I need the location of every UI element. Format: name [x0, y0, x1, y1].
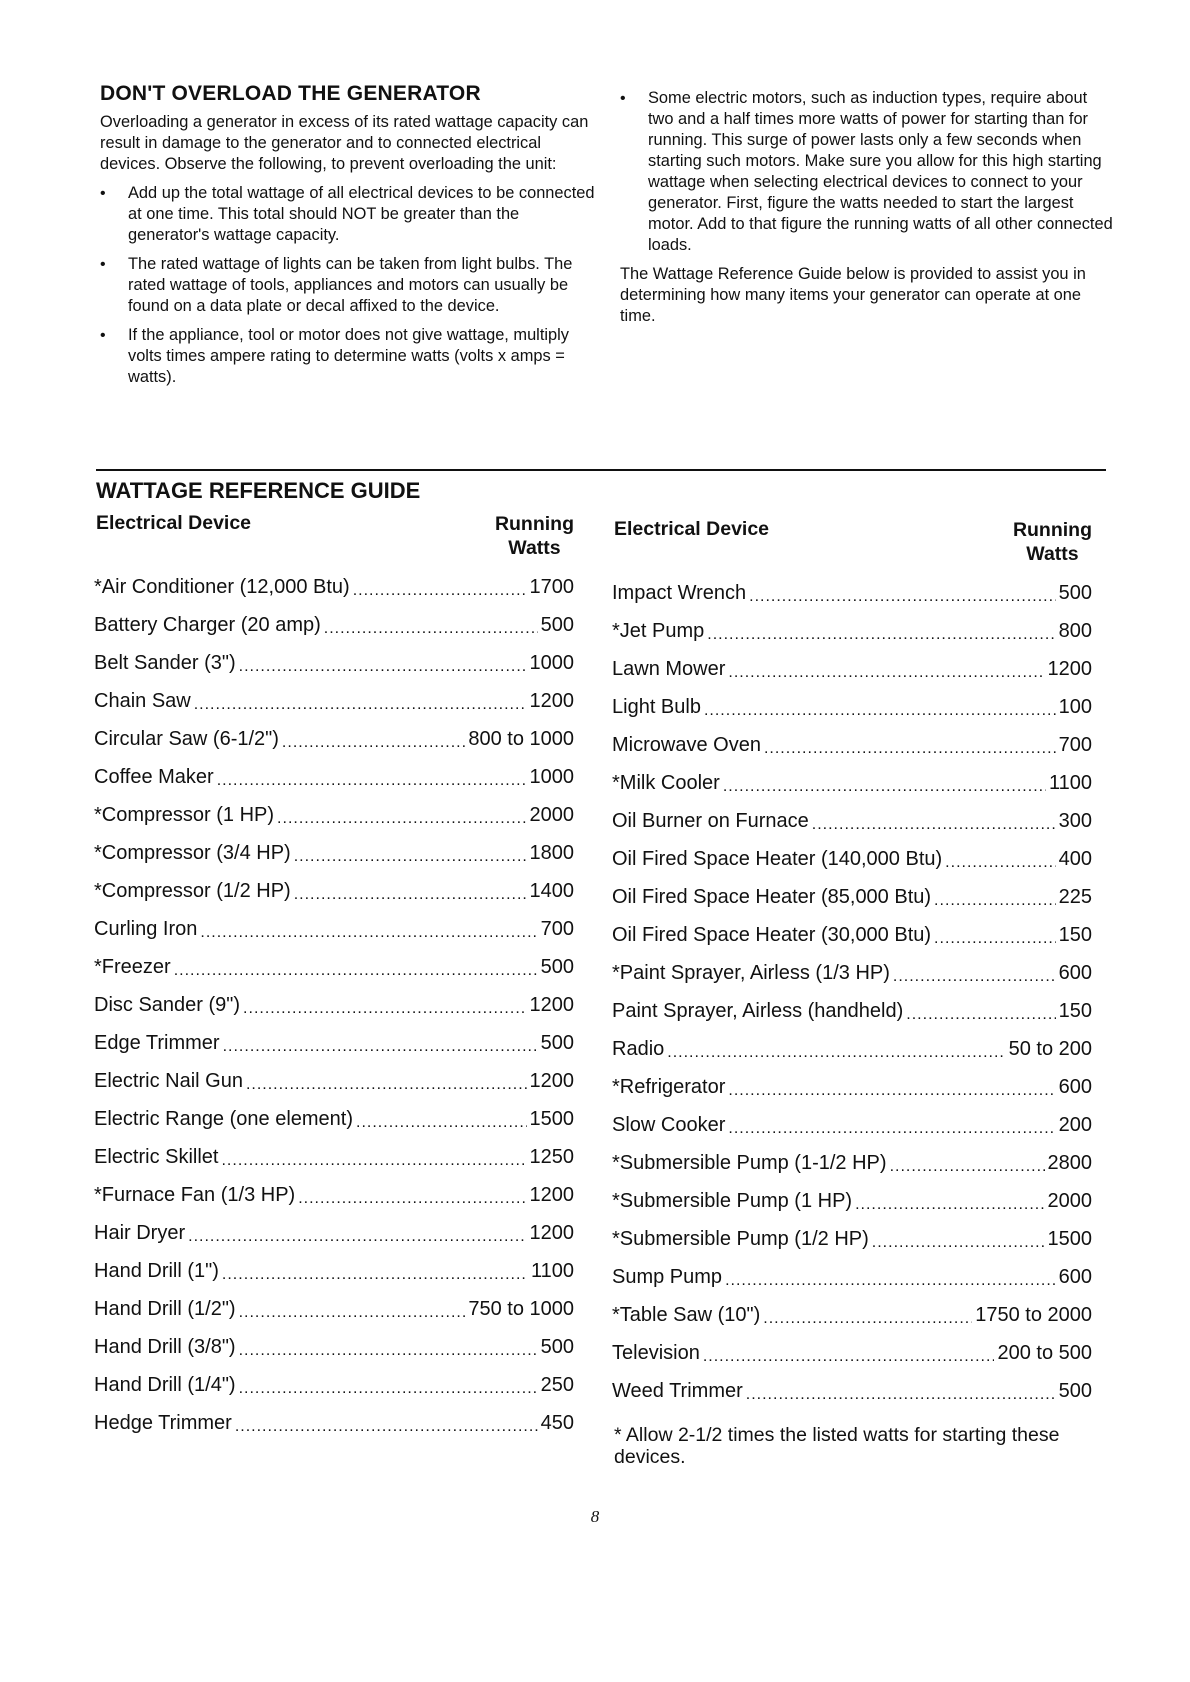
dot-leader: [356, 1110, 526, 1130]
device-name: *Refrigerator: [612, 1076, 726, 1098]
running-watts-value: 750 to 1000: [468, 1298, 574, 1320]
dot-leader: [934, 888, 1056, 908]
guide-note: The Wattage Reference Guide below is provided to assist you in determining how many items your generator can operate at one time.: [620, 265, 1086, 325]
table-row: [612, 1114, 1092, 1152]
running-watts-value: 450: [540, 1412, 574, 1434]
dot-leader: [906, 1002, 1055, 1022]
table-row: [94, 1108, 574, 1146]
device-name: Battery Charger (20 amp): [94, 614, 321, 636]
device-name: Paint Sprayer, Airless (handheld): [612, 1000, 904, 1022]
running-watts-value: 700: [1058, 734, 1092, 756]
running-watts-value: 200: [1058, 1114, 1092, 1136]
running-watts-value: 200 to 500: [997, 1342, 1092, 1364]
running-watts-value: 100: [1058, 696, 1092, 718]
table-row: [94, 1070, 574, 1108]
table-row: [94, 652, 574, 690]
wattage-table-left: [94, 512, 574, 1450]
table-row: [94, 804, 574, 842]
table-row: [612, 734, 1092, 772]
dot-leader: [221, 1148, 526, 1168]
dot-leader: [945, 850, 1055, 870]
table-row: [612, 886, 1092, 924]
device-name: *Furnace Fan (1/3 HP): [94, 1184, 296, 1206]
dot-leader: [282, 730, 465, 750]
device-name: *Compressor (1/2 HP): [94, 880, 291, 902]
device-name: Impact Wrench: [612, 582, 747, 604]
table-row: [612, 1000, 1092, 1038]
running-watts-value: 1700: [529, 576, 574, 598]
table-row: [612, 620, 1092, 658]
running-watts-value: 2000: [1047, 1190, 1092, 1212]
dot-leader: [934, 926, 1056, 946]
overload-bullet: • The rated wattage of lights can be taken from light bulbs. The rated wattage of tools, appliances and motors can usually be found on a data plate or decal affixed to the device.: [100, 254, 595, 317]
device-name: Hand Drill (1/2"): [94, 1298, 236, 1320]
running-watts-value: 2000: [529, 804, 574, 826]
table-rows-left: [94, 576, 574, 1450]
running-watts-value: 800: [1058, 620, 1092, 642]
device-name: Microwave Oven: [612, 734, 761, 756]
dot-leader: [217, 768, 527, 788]
dot-leader: [298, 1186, 526, 1206]
dot-leader: [188, 1224, 526, 1244]
device-name: Belt Sander (3"): [94, 652, 236, 674]
table-row: [94, 728, 574, 766]
running-watts-value: 1200: [529, 1070, 574, 1092]
running-watts-value: 250: [540, 1374, 574, 1396]
dot-leader: [855, 1192, 1044, 1212]
running-watts-value: 150: [1058, 1000, 1092, 1022]
running-watts-value: 500: [540, 614, 574, 636]
device-name: *Submersible Pump (1 HP): [612, 1190, 853, 1212]
column-header-device: Electrical Device: [614, 518, 770, 540]
running-watts-value: 1200: [529, 1184, 574, 1206]
running-watts-value: 500: [1058, 582, 1092, 604]
dot-leader: [324, 616, 538, 636]
device-name: Hand Drill (3/8"): [94, 1336, 236, 1358]
table-row: [94, 1146, 574, 1184]
running-watts-value: 1200: [529, 1222, 574, 1244]
table-row: [94, 690, 574, 728]
running-watts-value: 2800: [1047, 1152, 1092, 1174]
table-row: [612, 1228, 1092, 1266]
running-watts-value: 1000: [529, 766, 574, 788]
column-header-running: Running: [1012, 519, 1092, 541]
table-row: [612, 1076, 1092, 1114]
device-name: Electric Range (one element): [94, 1108, 354, 1130]
overload-bullet-list: [100, 183, 595, 388]
table-row: [94, 880, 574, 918]
dot-leader: [890, 1154, 1045, 1174]
running-watts-value: 600: [1058, 1266, 1092, 1288]
running-watts-value: 1800: [529, 842, 574, 864]
table-row: [94, 1336, 574, 1374]
device-name: Oil Fired Space Heater (140,000 Btu): [612, 848, 943, 870]
running-watts-value: 400: [1058, 848, 1092, 870]
overload-heading: DON'T OVERLOAD THE GENERATOR: [100, 82, 481, 105]
table-row: [612, 848, 1092, 886]
running-watts-value: 1750 to 2000: [975, 1304, 1092, 1326]
overload-bullet: • Add up the total wattage of all electrical devices to be connected at one time. This total should NOT be greater than the generator's wattage capacity.: [100, 183, 595, 246]
dot-leader: [200, 920, 537, 940]
device-name: Slow Cooker: [612, 1114, 726, 1136]
table-row: [612, 1266, 1092, 1304]
table-header: [612, 518, 1092, 570]
running-watts-value: 500: [540, 956, 574, 978]
dot-leader: [294, 882, 527, 902]
device-name: Hedge Trimmer: [94, 1412, 232, 1434]
device-name: *Submersible Pump (1-1/2 HP): [612, 1152, 887, 1174]
dot-leader: [723, 774, 1046, 794]
device-name: *Compressor (1 HP): [94, 804, 275, 826]
dot-leader: [246, 1072, 527, 1092]
column-header-watts: [495, 512, 574, 560]
running-watts-value: 1500: [529, 1108, 574, 1130]
dot-leader: [763, 1306, 972, 1326]
dot-leader: [728, 660, 1044, 680]
running-watts-value: 150: [1058, 924, 1092, 946]
table-row: [612, 772, 1092, 810]
table-row: [612, 810, 1092, 848]
device-name: Hand Drill (1"): [94, 1260, 219, 1282]
overload-section-right: [620, 88, 1115, 335]
dot-leader: [893, 964, 1056, 984]
overload-section-left: [100, 82, 595, 396]
device-name: *Freezer: [94, 956, 171, 978]
running-watts-value: 1500: [1047, 1228, 1092, 1250]
dot-leader: [746, 1382, 1056, 1402]
running-watts-value: 600: [1058, 1076, 1092, 1098]
device-name: Oil Fired Space Heater (85,000 Btu): [612, 886, 932, 908]
wattage-table-right: [612, 518, 1092, 1468]
table-row: [94, 766, 574, 804]
table-row: [94, 1032, 574, 1070]
dot-leader: [872, 1230, 1045, 1250]
table-header: [94, 512, 574, 564]
running-watts-value: 1250: [529, 1146, 574, 1168]
device-name: *Jet Pump: [612, 620, 705, 642]
section-divider: [96, 469, 1106, 471]
running-watts-value: 1000: [529, 652, 574, 674]
dot-leader: [749, 584, 1056, 604]
running-watts-value: 800 to 1000: [468, 728, 574, 750]
device-name: Electric Nail Gun: [94, 1070, 243, 1092]
dot-leader: [235, 1414, 538, 1434]
running-watts-value: 600: [1058, 962, 1092, 984]
table-row: [94, 956, 574, 994]
device-name: Electric Skillet: [94, 1146, 219, 1168]
dot-leader: [243, 996, 526, 1016]
running-watts-value: 300: [1058, 810, 1092, 832]
device-name: *Compressor (3/4 HP): [94, 842, 291, 864]
table-row: [612, 1380, 1092, 1418]
guide-title: WATTAGE REFERENCE GUIDE: [96, 478, 421, 503]
dot-leader: [725, 1268, 1056, 1288]
device-name: Sump Pump: [612, 1266, 723, 1288]
device-name: Oil Burner on Furnace: [612, 810, 809, 832]
overload-intro: Overloading a generator in excess of its rated wattage capacity can result in damage to the generator and to connected electrical devices. Observe the following, to prevent overloading the unit:: [100, 113, 589, 173]
dot-leader: [239, 1300, 466, 1320]
dot-leader: [764, 736, 1056, 756]
dot-leader: [704, 698, 1056, 718]
dot-leader: [239, 1338, 538, 1358]
table-row: [612, 1342, 1092, 1380]
table-row: [612, 1038, 1092, 1076]
dot-leader: [239, 1376, 538, 1396]
table-row: [94, 1184, 574, 1222]
running-watts-value: 700: [540, 918, 574, 940]
running-watts-value: 1200: [529, 690, 574, 712]
running-watts-value: 50 to 200: [1008, 1038, 1092, 1060]
device-name: Weed Trimmer: [612, 1380, 743, 1402]
table-row: [612, 924, 1092, 962]
column-header-running: Running: [494, 513, 574, 535]
device-name: Curling Iron: [94, 918, 198, 940]
table-row: [94, 1298, 574, 1336]
dot-leader: [294, 844, 527, 864]
column-header-watts-label: Watts: [1026, 543, 1079, 565]
running-watts-value: 1100: [530, 1260, 574, 1282]
dot-leader: [194, 692, 527, 712]
device-name: *Table Saw (10"): [612, 1304, 761, 1326]
dot-leader: [812, 812, 1056, 832]
overload-bullet: • Some electric motors, such as induction types, require about two and a half times more watts of power for starting than for running. This surge of power lasts only a few seconds when starting such motors. Make sure you allow for this high starting wattage when selecting electrical devices to connect to your generator. First, figure the watts needed to start the largest motor. Add to that figure the running watts of all other connected loads.: [620, 88, 1115, 256]
table-row: [94, 1412, 574, 1450]
device-name: Circular Saw (6-1/2"): [94, 728, 279, 750]
starting-watts-footnote: * Allow 2-1/2 times the listed watts for starting these devices.: [614, 1424, 1060, 1468]
dot-leader: [728, 1116, 1055, 1136]
dot-leader: [277, 806, 526, 826]
page-number: 8: [590, 1507, 600, 1526]
device-name: Coffee Maker: [94, 766, 214, 788]
running-watts-value: 500: [540, 1336, 574, 1358]
dot-leader: [223, 1034, 538, 1054]
running-watts-value: 1200: [529, 994, 574, 1016]
table-row: [612, 962, 1092, 1000]
overload-bullet-list-right: [620, 88, 1115, 256]
device-name: Lawn Mower: [612, 658, 726, 680]
running-watts-value: 1200: [1047, 658, 1092, 680]
dot-leader: [353, 578, 527, 598]
device-name: Oil Fired Space Heater (30,000 Btu): [612, 924, 932, 946]
running-watts-value: 1400: [529, 880, 574, 902]
device-name: Disc Sander (9"): [94, 994, 241, 1016]
table-row: [612, 1152, 1092, 1190]
table-row: [94, 614, 574, 652]
device-name: Edge Trimmer: [94, 1032, 220, 1054]
dot-leader: [222, 1262, 528, 1282]
dot-leader: [174, 958, 538, 978]
table-row: [612, 1190, 1092, 1228]
column-header-device: Electrical Device: [96, 512, 252, 534]
dot-leader: [667, 1040, 1005, 1060]
running-watts-value: 1100: [1048, 772, 1092, 794]
column-header-watts: [1013, 518, 1092, 566]
device-name: *Paint Sprayer, Airless (1/3 HP): [612, 962, 890, 984]
table-rows-right: [612, 582, 1092, 1418]
device-name: Television: [612, 1342, 700, 1364]
device-name: *Milk Cooler: [612, 772, 720, 794]
dot-leader: [728, 1078, 1055, 1098]
table-row: [94, 1222, 574, 1260]
device-name: Chain Saw: [94, 690, 191, 712]
table-row: [94, 1260, 574, 1298]
running-watts-value: 225: [1058, 886, 1092, 908]
running-watts-value: 500: [540, 1032, 574, 1054]
table-row: [94, 918, 574, 956]
running-watts-value: 500: [1058, 1380, 1092, 1402]
column-header-watts-label: Watts: [508, 537, 561, 559]
device-name: *Submersible Pump (1/2 HP): [612, 1228, 869, 1250]
table-row: [612, 1304, 1092, 1342]
device-name: Hand Drill (1/4"): [94, 1374, 236, 1396]
device-name: Light Bulb: [612, 696, 701, 718]
table-row: [612, 582, 1092, 620]
table-row: [94, 842, 574, 880]
device-name: Radio: [612, 1038, 665, 1060]
table-row: [612, 658, 1092, 696]
table-row: [94, 1374, 574, 1412]
table-row: [94, 994, 574, 1032]
dot-leader: [239, 654, 527, 674]
table-row: [612, 696, 1092, 734]
device-name: Hair Dryer: [94, 1222, 186, 1244]
overload-bullet: • If the appliance, tool or motor does not give wattage, multiply volts times ampere rating to determine watts (volts x amps = watts).: [100, 325, 595, 388]
device-name: *Air Conditioner (12,000 Btu): [94, 576, 350, 598]
dot-leader: [703, 1344, 995, 1364]
dot-leader: [707, 622, 1055, 642]
table-row: [94, 576, 574, 614]
